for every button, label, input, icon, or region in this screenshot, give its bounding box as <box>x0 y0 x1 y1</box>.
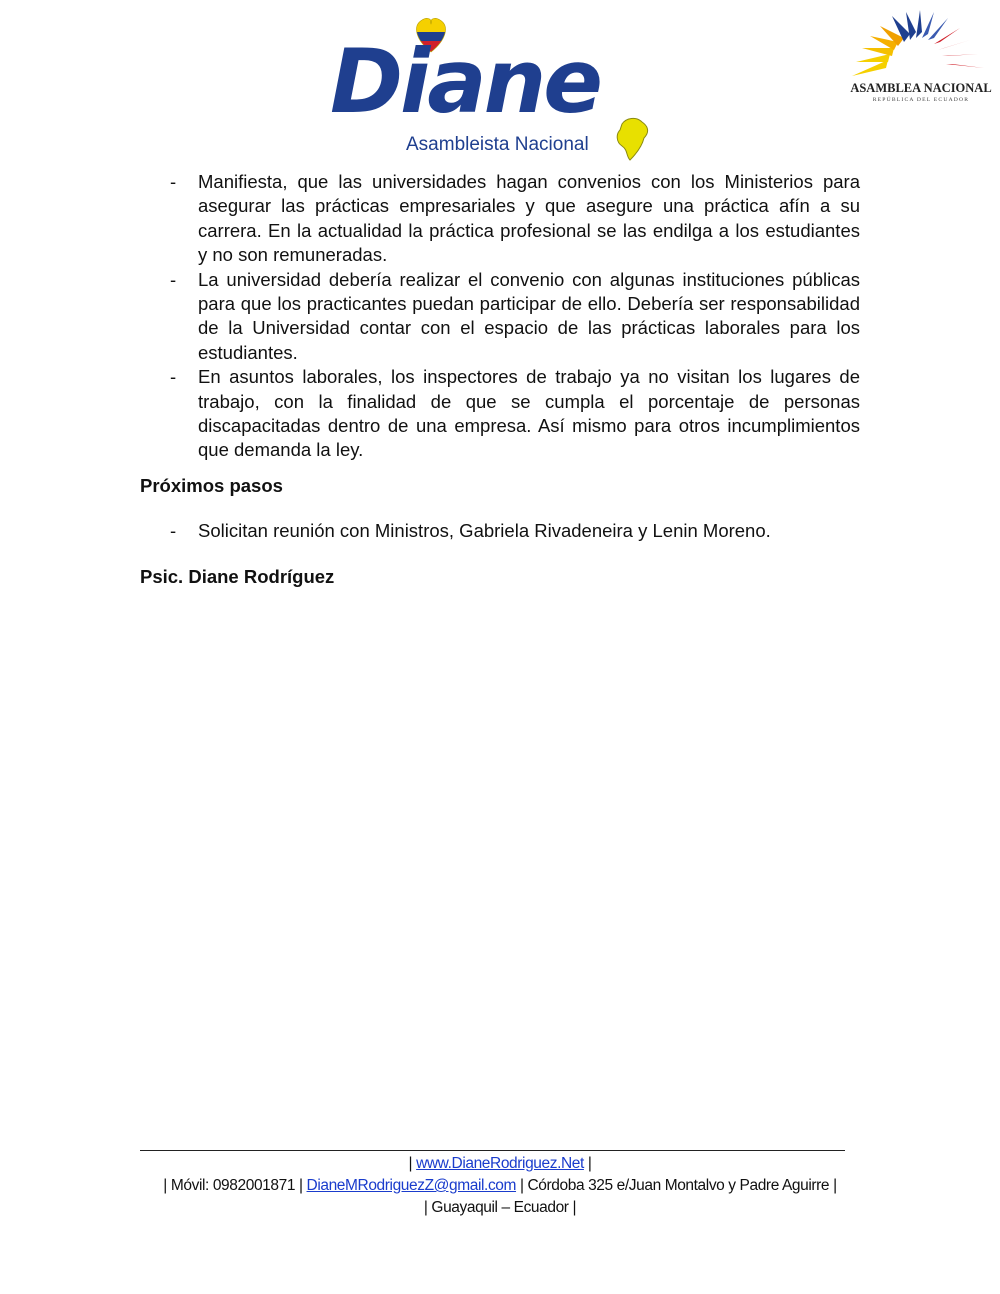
bullet-dash: - <box>170 171 177 192</box>
separator: | <box>833 1177 837 1194</box>
separator: | <box>163 1177 167 1194</box>
list-item <box>140 170 860 268</box>
asamblea-nacional-logo <box>848 8 994 104</box>
separator: | <box>519 1177 524 1194</box>
bullet-dash: - <box>170 366 177 388</box>
next-steps-heading: Próximos pasos <box>140 475 283 496</box>
list-item <box>140 519 860 543</box>
next-steps-list <box>140 519 860 543</box>
email-link[interactable]: DianeMRodriguezZ@gmail.com <box>306 1177 517 1194</box>
separator: | <box>587 1155 592 1172</box>
bullet-text: La universidad debería realizar el convenio con algunas instituciones públicas para que los practicantes puedan participar de ello. Debería ser responsabilidad de la Universidad contar con el espacio de las prácticas laborales para los estudiantes. <box>198 268 860 363</box>
sun-rays-icon <box>852 10 984 76</box>
asamblea-name-text: ASAMBLEA NACIONAL <box>850 81 992 95</box>
bullet-text: Manifiesta, que las universidades hagan convenios con los Ministerios para asegurar las prácticas empresariales y que asegure una práctica afín a su carrera. En la actualidad la práctica profesional se las endilga a los estudiantes y no son remuneradas. <box>198 171 860 266</box>
signature: Psic. Diane Rodríguez <box>140 566 335 587</box>
website-link[interactable]: www.DianeRodriguez.Net <box>416 1155 584 1172</box>
bullet-text: En asuntos laborales, los inspectores de trabajo ya no visitan los lugares de trabajo, con la finalidad de que se cumpla el porcentaje de personas discapacitadas dentro de una empresa. Así mismo para otros incumplimientos que demanda la ley. <box>198 366 860 461</box>
separator: | <box>423 1199 428 1216</box>
diane-subtitle-text: Asambleista Nacional <box>406 134 589 155</box>
phone-text: Móvil: 0982001871 <box>170 1177 296 1194</box>
list-item <box>140 365 860 463</box>
separator: | <box>572 1199 577 1216</box>
bullet-dash: - <box>170 520 177 541</box>
footer-line-contact <box>100 1175 900 1197</box>
diane-logo <box>326 12 656 164</box>
footer-line-city <box>100 1197 900 1219</box>
separator: | <box>408 1155 413 1172</box>
city-text: Guayaquil – Ecuador <box>431 1199 569 1216</box>
list-item <box>140 268 860 366</box>
ecuador-map-icon <box>617 118 647 160</box>
separator: | <box>298 1177 303 1194</box>
address-text: Córdoba 325 e/Juan Montalvo y Padre Aguirre <box>527 1177 830 1194</box>
footer-divider <box>140 1150 845 1151</box>
footer-line-website <box>100 1153 900 1175</box>
asamblea-subname-text: REPÚBLICA DEL ECUADOR <box>872 97 970 103</box>
bullet-text: Solicitan reunión con Ministros, Gabriela Rivadeneira y Lenin Moreno. <box>198 520 771 541</box>
diane-brand-text: Diane <box>330 30 600 133</box>
bullet-dash: - <box>170 268 177 290</box>
discussion-bullet-list <box>140 170 860 463</box>
